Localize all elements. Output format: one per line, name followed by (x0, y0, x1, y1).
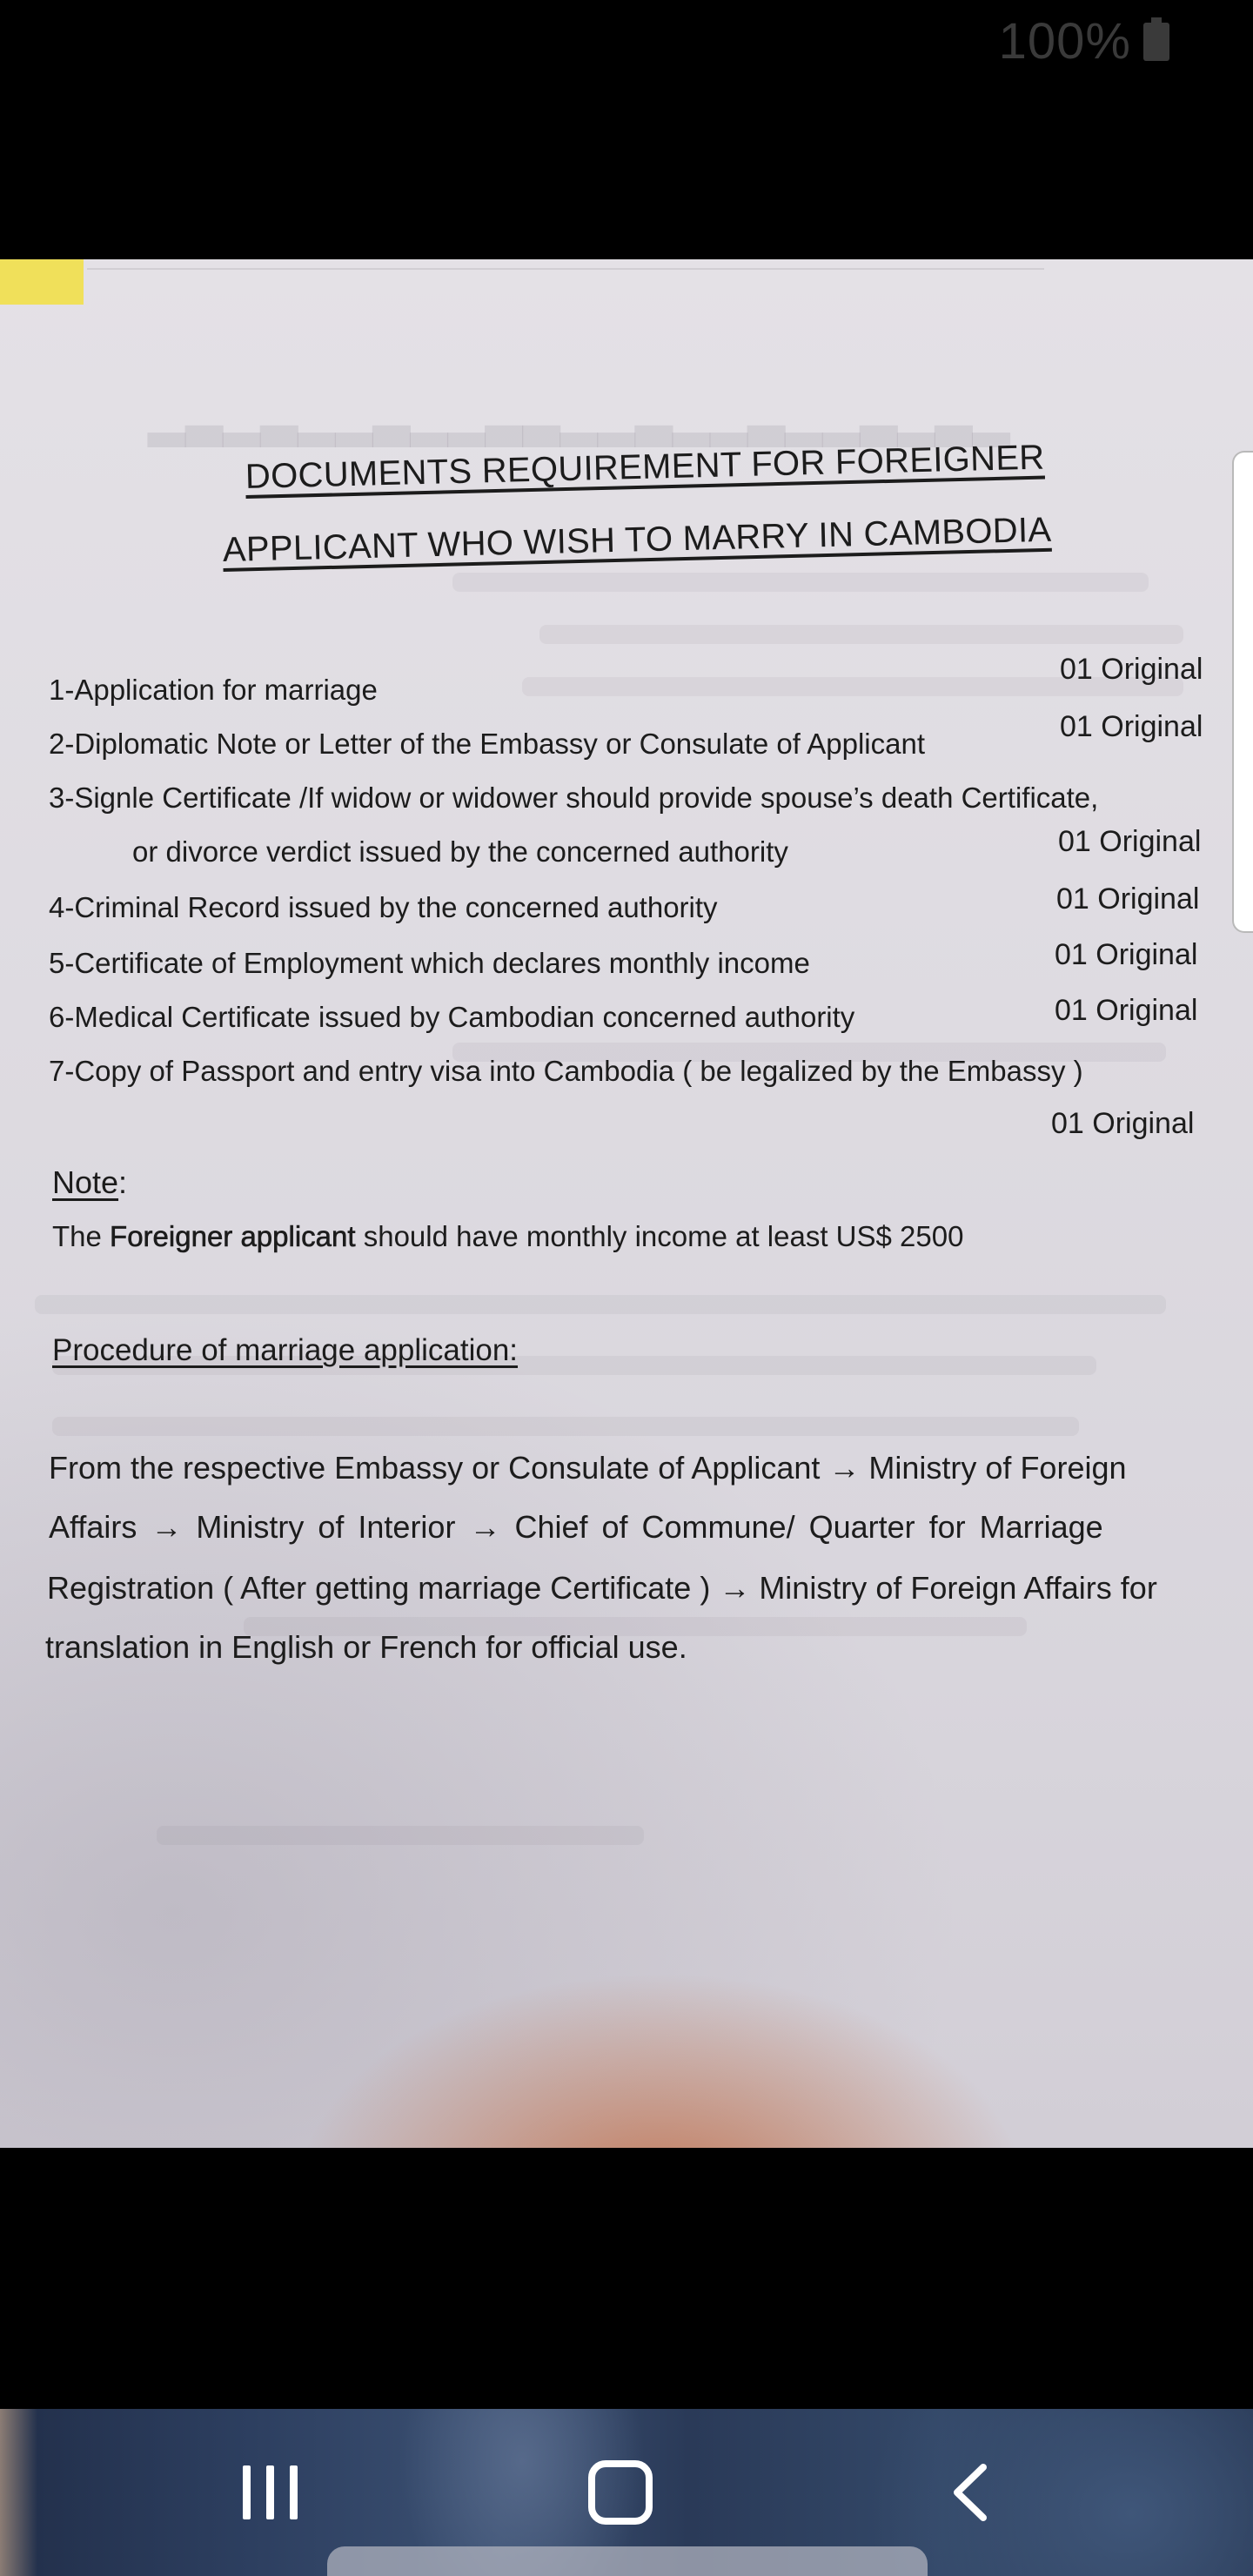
procedure-line-1: From the respective Embassy or Consulate of Applicant → Ministry of Foreign (49, 1450, 1127, 1486)
requirement-1: 1-Application for marriage (49, 674, 378, 706)
procedure-line-4: translation in English or French for official use. (45, 1629, 687, 1665)
procedure-title: Procedure of marriage application: (52, 1333, 519, 1367)
status-bar (0, 0, 1253, 87)
note-text-end: should have monthly income at least US$ 2500 (355, 1220, 964, 1252)
requirement-5-qty: 01 Original (1055, 938, 1198, 971)
navigation-bar (0, 2409, 1253, 2576)
document-content (0, 259, 1253, 2148)
note-label-text: Note (52, 1164, 119, 1200)
note-text (52, 1220, 963, 1253)
requirement-4: 4-Criminal Record issued by the concerned authority (49, 891, 718, 923)
procedure-line-3: Registration ( After getting marriage Certificate ) → Ministry of Foreign Affairs for (47, 1570, 1157, 1606)
procedure-line-2: Affairs → Ministry of Interior → Chief of Commune/ Quarter for Marriage (49, 1509, 1103, 1545)
recents-icon[interactable] (183, 2409, 357, 2576)
requirement-3: 3-Signle Certificate /If widow or widower should provide spouse’s death Certificate, (49, 782, 1099, 814)
note-colon: : (118, 1164, 128, 1200)
requirement-7: 7-Copy of Passport and entry visa into Cambodia ( be legalized by the Embassy ) (49, 1055, 1083, 1087)
note-text-start: The (52, 1220, 111, 1252)
document-photo[interactable] (0, 259, 1253, 2148)
requirement-2-qty: 01 Original (1060, 710, 1203, 743)
requirement-6: 6-Medical Certificate issued by Cambodian concerned authority (49, 1001, 855, 1033)
requirement-6-qty: 01 Original (1055, 994, 1198, 1027)
requirement-1-qty: 01 Original (1060, 653, 1203, 686)
gesture-handle[interactable] (327, 2546, 928, 2576)
battery-icon (1143, 23, 1169, 61)
document-title-line2: APPLICANT WHO WISH TO MARRY IN CAMBODIA (222, 510, 1052, 569)
note-label (52, 1164, 127, 1201)
requirement-4-qty: 01 Original (1056, 882, 1200, 916)
requirement-7-qty: 01 Original (1051, 1107, 1195, 1140)
requirement-3-continuation: or divorce verdict issued by the concerned authority (132, 835, 788, 868)
document-title-line1: DOCUMENTS REQUIREMENT FOR FOREIGNER (245, 438, 1045, 496)
requirement-3-qty: 01 Original (1058, 825, 1202, 858)
note-text-bold: Foreigner applicant (110, 1220, 356, 1252)
requirement-2: 2-Diplomatic Note or Letter of the Embassy or Consulate of Applicant (49, 728, 925, 760)
requirement-5: 5-Certificate of Employment which declares monthly income (49, 947, 810, 979)
battery-level: 100% (998, 13, 1131, 70)
bleed-through-text: ▂▃▂▃▂▂▃▂▂▃▃▂▂▃▂▂▃▂▂▃▂▃▂ (148, 390, 1010, 447)
